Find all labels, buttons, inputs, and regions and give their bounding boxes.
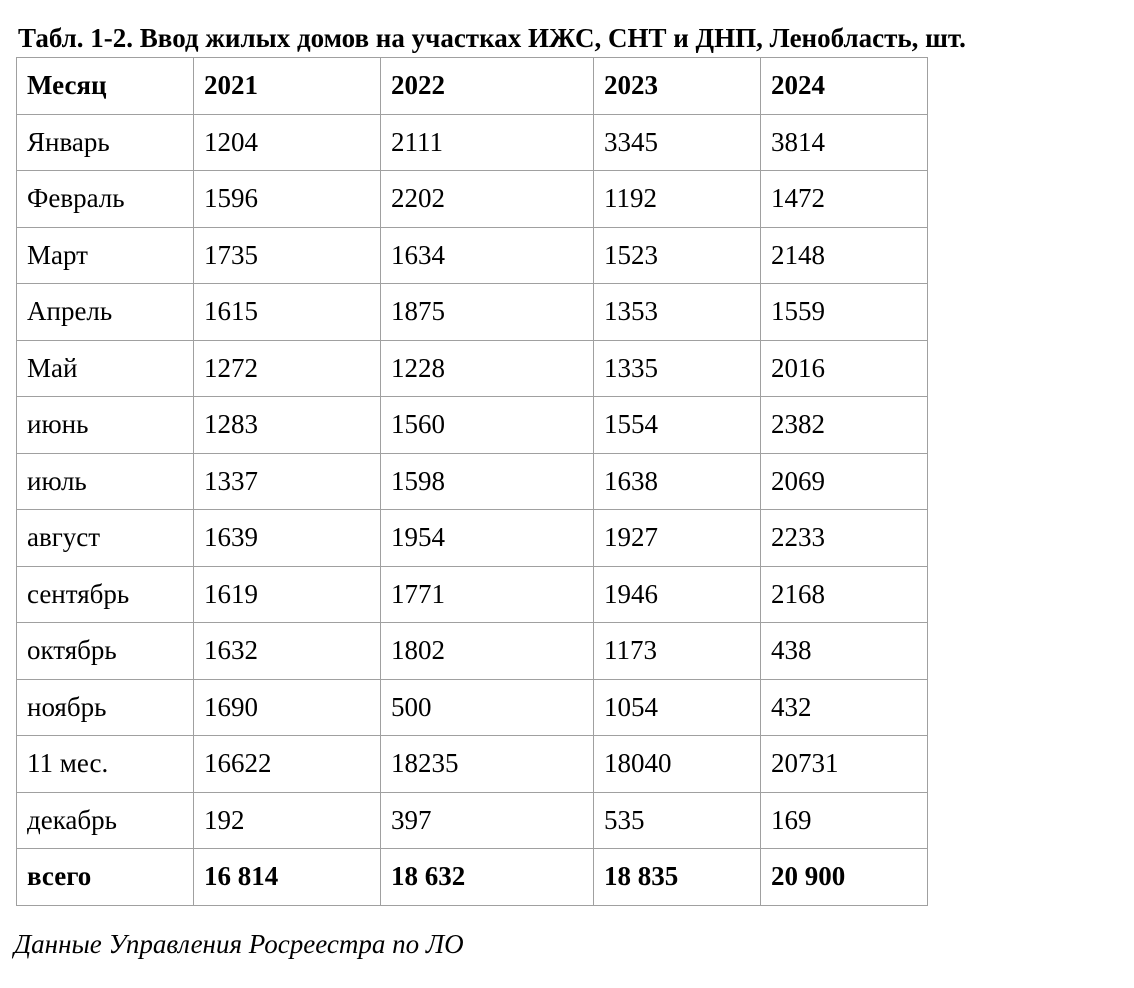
total-value: 16 814: [194, 849, 381, 906]
value-cell: 1615: [194, 284, 381, 341]
value-cell: 500: [381, 679, 594, 736]
value-cell: 1927: [594, 510, 761, 567]
value-cell: 1954: [381, 510, 594, 567]
header-row: [17, 58, 928, 115]
value-cell: 1802: [381, 623, 594, 680]
month-cell: Январь: [17, 114, 194, 171]
value-cell: 1559: [761, 284, 928, 341]
table-row: [17, 510, 928, 567]
value-cell: 2111: [381, 114, 594, 171]
table-row: [17, 736, 928, 793]
month-cell: июнь: [17, 397, 194, 454]
value-cell: 1639: [194, 510, 381, 567]
month-cell: сентябрь: [17, 566, 194, 623]
value-cell: 18040: [594, 736, 761, 793]
value-cell: 2148: [761, 227, 928, 284]
total-value: 18 835: [594, 849, 761, 906]
table-row: [17, 623, 928, 680]
value-cell: 1690: [194, 679, 381, 736]
value-cell: 2202: [381, 171, 594, 228]
header-year: 2023: [594, 58, 761, 115]
table-row: [17, 114, 928, 171]
month-cell: ноябрь: [17, 679, 194, 736]
value-cell: 1204: [194, 114, 381, 171]
value-cell: 1946: [594, 566, 761, 623]
data-table: [16, 57, 928, 906]
value-cell: 2069: [761, 453, 928, 510]
value-cell: 1735: [194, 227, 381, 284]
table-row: [17, 792, 928, 849]
table-row: [17, 227, 928, 284]
value-cell: 1619: [194, 566, 381, 623]
value-cell: 1875: [381, 284, 594, 341]
value-cell: 1596: [194, 171, 381, 228]
header-year: 2021: [194, 58, 381, 115]
month-cell: Март: [17, 227, 194, 284]
value-cell: 1335: [594, 340, 761, 397]
value-cell: 2233: [761, 510, 928, 567]
total-row: [17, 849, 928, 906]
header-year: 2022: [381, 58, 594, 115]
source-note: Данные Управления Росреестра по ЛО: [14, 929, 464, 959]
value-cell: 3345: [594, 114, 761, 171]
month-cell: октябрь: [17, 623, 194, 680]
total-value: 20 900: [761, 849, 928, 906]
month-cell: Апрель: [17, 284, 194, 341]
value-cell: 432: [761, 679, 928, 736]
value-cell: 20731: [761, 736, 928, 793]
total-value: 18 632: [381, 849, 594, 906]
table-row: [17, 340, 928, 397]
month-cell: 11 мес.: [17, 736, 194, 793]
table-row: [17, 453, 928, 510]
value-cell: 2016: [761, 340, 928, 397]
header-year: 2024: [761, 58, 928, 115]
table-row: [17, 397, 928, 454]
value-cell: 3814: [761, 114, 928, 171]
value-cell: 1337: [194, 453, 381, 510]
value-cell: 1353: [594, 284, 761, 341]
value-cell: 1472: [761, 171, 928, 228]
header-month: Месяц: [17, 58, 194, 115]
month-cell: декабрь: [17, 792, 194, 849]
value-cell: 1054: [594, 679, 761, 736]
value-cell: 1598: [381, 453, 594, 510]
table-row: [17, 171, 928, 228]
value-cell: 2382: [761, 397, 928, 454]
value-cell: 438: [761, 623, 928, 680]
value-cell: 1771: [381, 566, 594, 623]
value-cell: 192: [194, 792, 381, 849]
value-cell: 1272: [194, 340, 381, 397]
value-cell: 18235: [381, 736, 594, 793]
value-cell: 1638: [594, 453, 761, 510]
value-cell: 397: [381, 792, 594, 849]
table-row: [17, 284, 928, 341]
month-cell: август: [17, 510, 194, 567]
value-cell: 1632: [194, 623, 381, 680]
month-cell: июль: [17, 453, 194, 510]
value-cell: 1523: [594, 227, 761, 284]
value-cell: 1283: [194, 397, 381, 454]
value-cell: 1554: [594, 397, 761, 454]
table-row: [17, 566, 928, 623]
value-cell: 2168: [761, 566, 928, 623]
value-cell: 1192: [594, 171, 761, 228]
table-title: Табл. 1-2. Ввод жилых домов на участках ИЖС, СНТ и ДНП, Ленобласть, шт.: [18, 23, 966, 53]
total-label: всего: [17, 849, 194, 906]
value-cell: 1228: [381, 340, 594, 397]
table-row: [17, 679, 928, 736]
value-cell: 1634: [381, 227, 594, 284]
value-cell: 1173: [594, 623, 761, 680]
value-cell: 16622: [194, 736, 381, 793]
value-cell: 535: [594, 792, 761, 849]
month-cell: Май: [17, 340, 194, 397]
value-cell: 169: [761, 792, 928, 849]
month-cell: Февраль: [17, 171, 194, 228]
value-cell: 1560: [381, 397, 594, 454]
